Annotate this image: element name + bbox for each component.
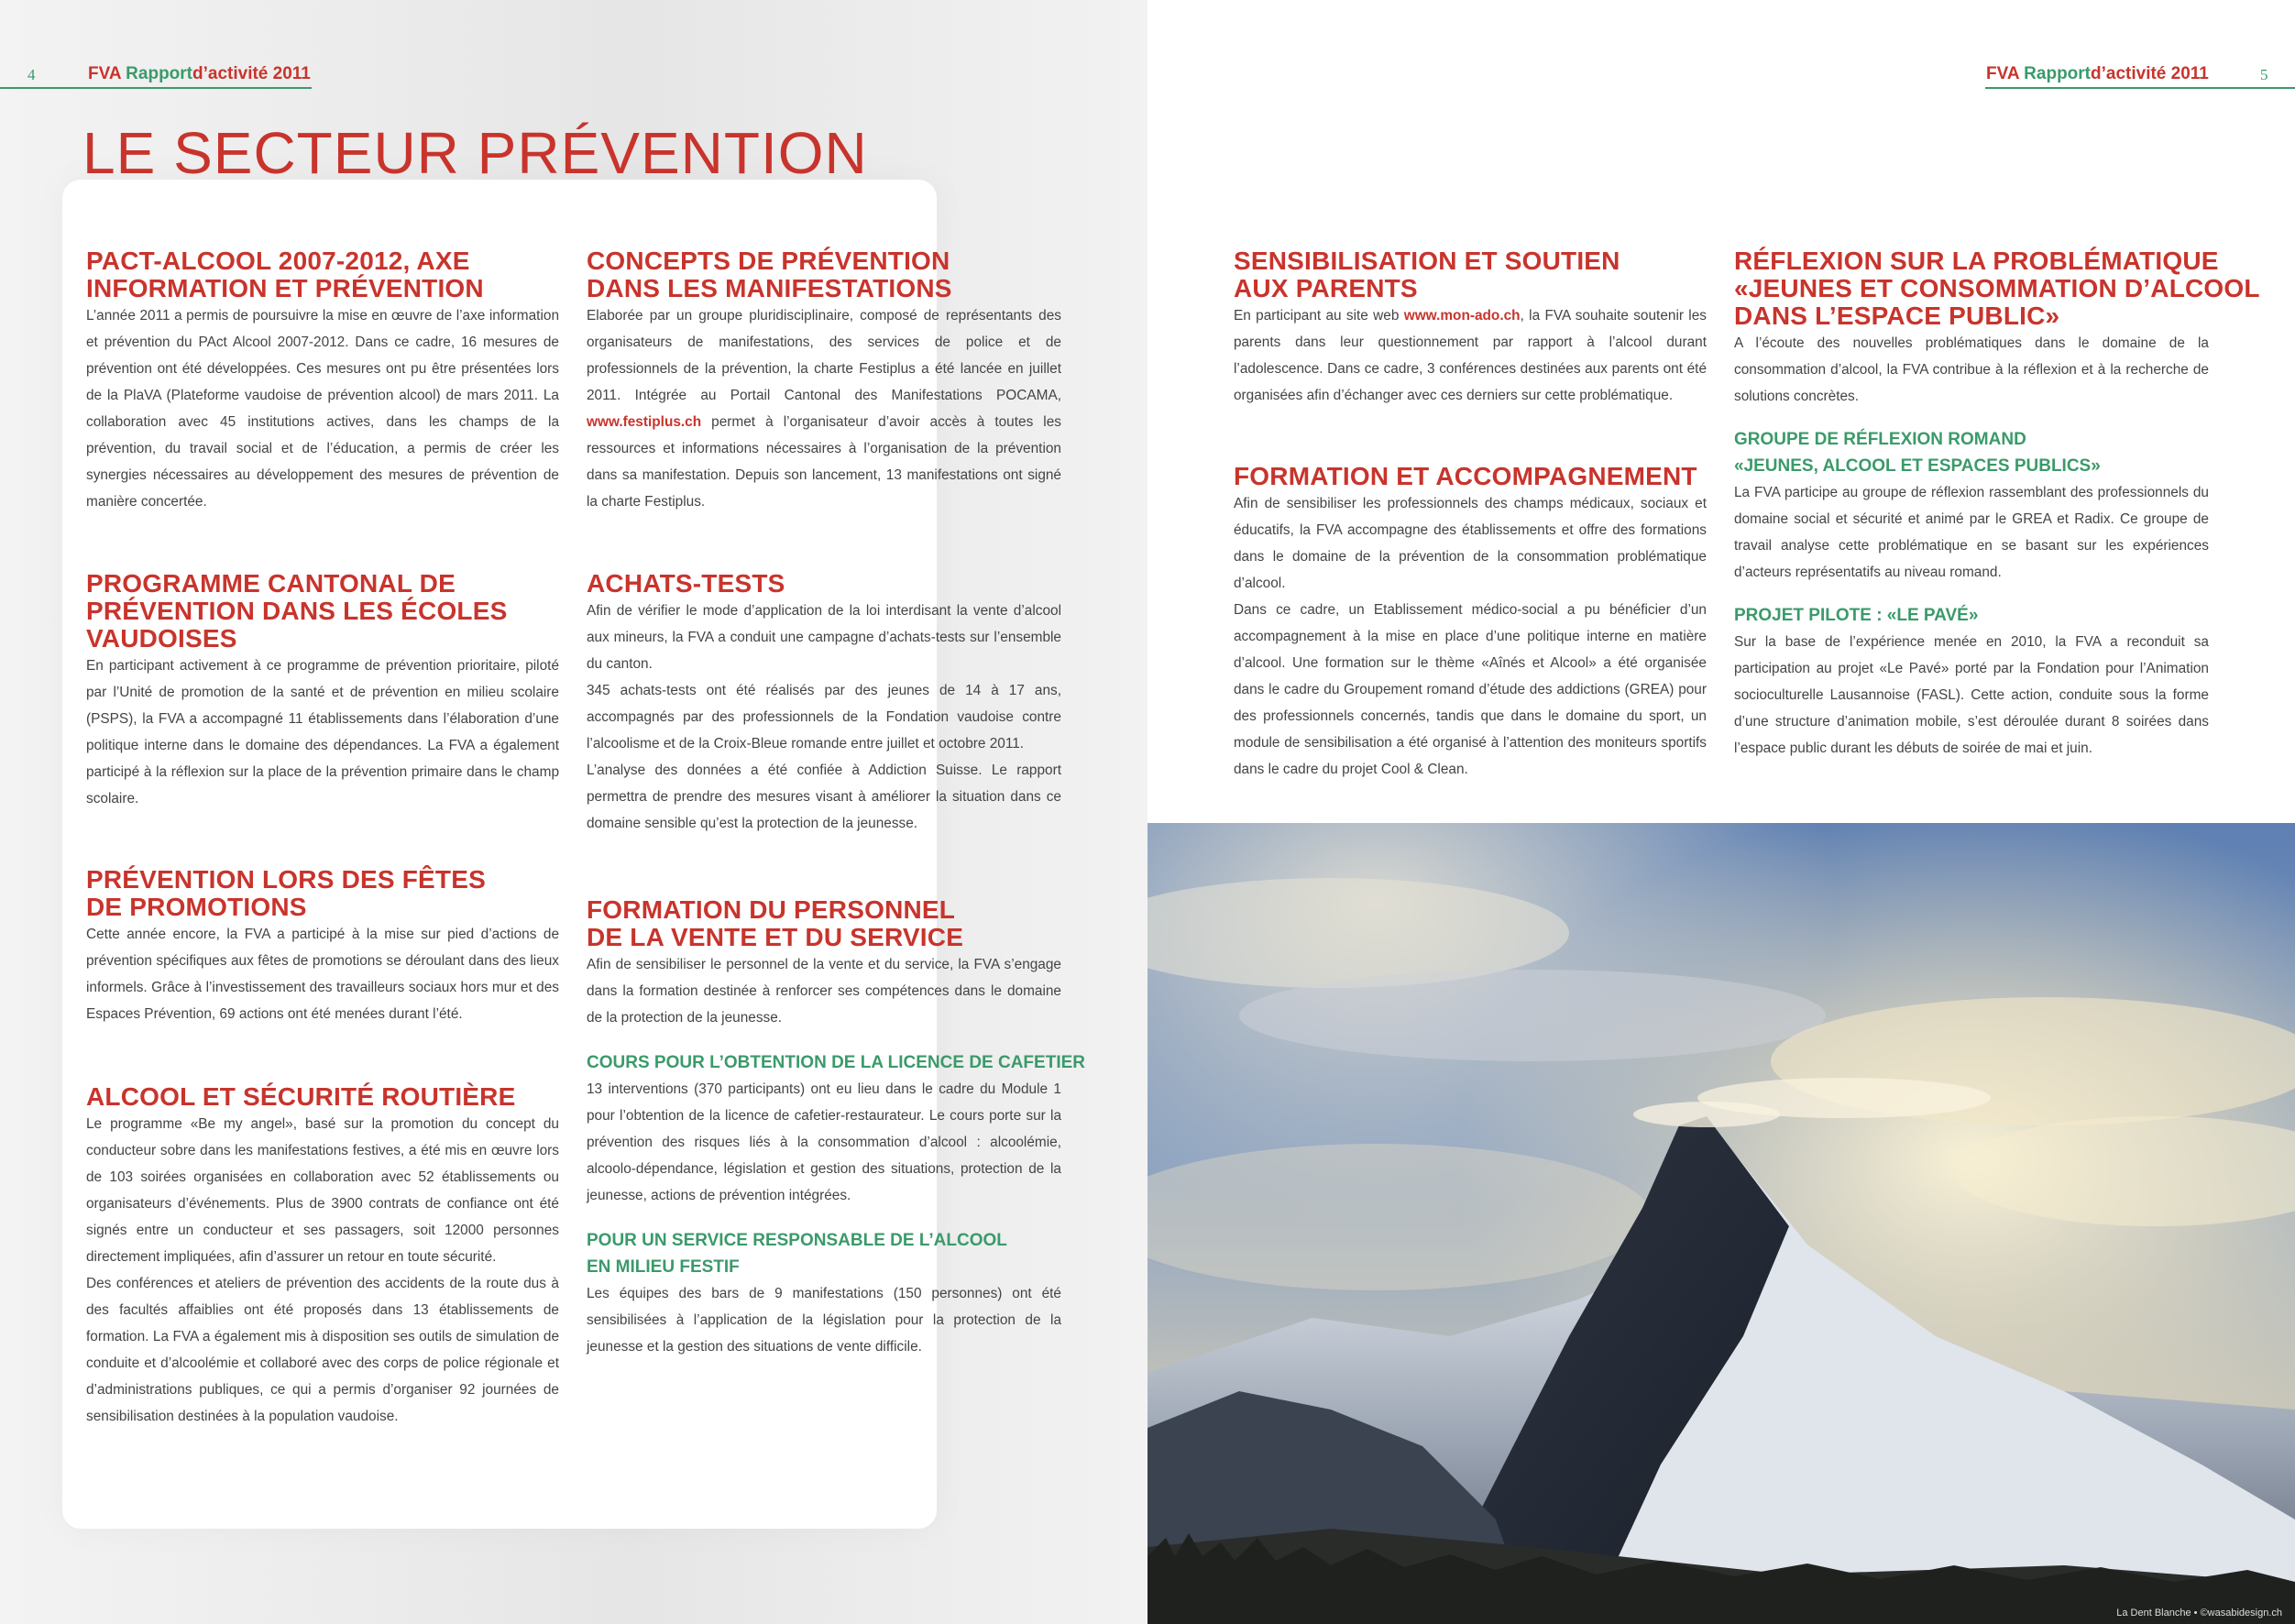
page-number: 4 (27, 66, 36, 83)
section-title: PACT-ALCOOL 2007-2012, AXE INFORMATION ET PRÉVENTION (86, 247, 484, 302)
section-body: L’analyse des données a été confiée à Addiction Suisse. Le rapport permettra de prendre des mesures visant à améliorer la situation dans ce domaine sensible qu’est la protection de la jeunesse. (587, 763, 1061, 831)
subsection-title: COURS POUR L’OBTENTION DE LA LICENCE DE CAFETIER (587, 1053, 1085, 1072)
section-body: 345 achats-tests ont été réalisés par des jeunes de 14 à 17 ans, accompagnés par des professionnels de la Fondation vaudoise contre l’alcoolisme et de la Croix-Bleue romande entre juillet et octobre 2011. (587, 683, 1061, 752)
section-formation-personnel (587, 895, 1085, 1360)
photo-credit: La Dent Blanche • ©wasabidesign.ch (2116, 1608, 2282, 1619)
header-activite: d’activité 2011 (2091, 64, 2209, 83)
header-rapport: Rapport (2024, 64, 2091, 83)
mountain-image (1148, 823, 2295, 1624)
subsection-title: POUR UN SERVICE RESPONSABLE DE L’ALCOOL EN MILIEU FESTIF (587, 1231, 1007, 1277)
section-body: Le programme «Be my angel», basé sur la promotion du concept du conducteur sobre dans les manifestations festives, a été mis en œuvre lors de 103 soirées organisées en collaboration avec 52 établissements ou organisateurs d’événements. Plus de 3900 contrats de confiance ont été signés entre un conducteur et ses passagers, soit 12000 personnes directement impliquées, afin d’assurer un retour en toute sécurité. (86, 1116, 559, 1265)
right-page (1148, 0, 2295, 1624)
festiplus-link[interactable]: www.festiplus.ch (587, 414, 702, 430)
page-number: 5 (2260, 66, 2268, 83)
header-rapport: Rapport (126, 64, 192, 83)
header-activite: d’activité 2011 (192, 64, 311, 83)
section-reflexion (1734, 247, 2260, 762)
section-securite-routiere (86, 1083, 559, 1430)
subsection-title: PROJET PILOTE : «LE PAVÉ» (1734, 606, 1979, 625)
section-body: Afin de sensibiliser le personnel de la vente et du service, la FVA s’engage dans la formation destinée à renforcer ses compétences dans le domaine de la protection de la jeunesse. (587, 957, 1061, 1026)
section-body: Afin de sensibiliser les professionnels des champs médicaux, sociaux et éducatifs, la FVA accompagne des établissements et offre des formations dans le domaine de la prévention de la consommation problématique d’alcool. (1234, 496, 1707, 591)
running-header (1986, 64, 2209, 84)
section-body: Dans ce cadre, un Etablissement médico-social a pu bénéficier d’un accompagnement à la mise en place d’une politique interne en matière d’alcool. Une formation sur le thème «Aînés et Alcool» a été organisée dans le cadre du Groupement romand d’étude des addictions (GREA) pour des professionnels concernés, tandis que dans le domaine du sport, un module de sensibilisation a été organisé à l’attention des moniteurs sportifs dans le cadre du projet Cool & Clean. (1234, 602, 1707, 777)
section-title: PRÉVENTION LORS DES FÊTES DE PROMOTIONS (86, 865, 486, 921)
section-pact-alcool (86, 247, 559, 515)
section-formation-accompagnement (1234, 463, 1707, 783)
section-body: En participant activement à ce programme de prévention prioritaire, piloté par l’Unité de promotion de la santé et de prévention en milieu scolaire (PSPS), la FVA a accompagné 11 établissements dans l’élaboration d’une politique interne dans le domaine des dépendances. La FVA a également participé à la réflexion sur la place de la prévention primaire dans le champ scolaire. (86, 658, 559, 807)
section-body: L’année 2011 a permis de poursuivre la mise en œuvre de l’axe information et prévention du PAct Alcool 2007-2012. Dans ce cadre, 16 mesures de prévention ont été développées. Ces mesures ont pu être présentées lors de la PlaVA (Plateforme vaudoise de prévention alcool) de mars 2011. La collaboration avec 45 institutions actives, dans les champs de la prévention, du travail social et de l’éducation, a permis de créer les synergies nécessaires au développement des mesures de prévention de manière concertée. (86, 308, 559, 510)
section-body: Des conférences et ateliers de prévention des accidents de la route dus à des facultés affaiblies ont été proposés dans 13 établissements de formation. La FVA a également mis à disposition ses outils de simulation de conduite et d’alcoolémie et collaboré avec des corps de police régionale et d’administrations publiques, ce qui a permis d’organiser 92 journées de sensibilisation destinées à la population vaudoise. (86, 1276, 559, 1424)
subsection-body: Sur la base de l’expérience menée en 2010, la FVA a reconduit sa participation au projet «Le Pavé» porté par la Fondation pour l’Animation socioculturelle Lausannoise (FASL). Cette action, conduite sous la forme d’une structure d’animation mobile, s’est déroulée durant 8 soirées dans l’espace public durant les débuts de soirée de mai et juin. (1734, 634, 2209, 756)
running-header (88, 64, 311, 84)
section-achats-tests (587, 570, 1061, 837)
page-title: LE SECTEUR PRÉVENTION (82, 120, 868, 186)
header-fva: FVA (88, 64, 121, 83)
section-programme-cantonal (86, 570, 559, 812)
section-body: A l’écoute des nouvelles problématiques dans le domaine de la consommation d’alcool, la FVA contribue à la réflexion et à la recherche de solutions concrètes. (1734, 335, 2209, 404)
subsection-body: La FVA participe au groupe de réflexion rassemblant des professionnels du domaine social et sécurité et animé par le GREA et Radix. Ce groupe de travail analyse cette problématique en se basant sur les expériences d’acteurs représentatifs au niveau romand. (1734, 485, 2209, 580)
section-parents (1234, 247, 1707, 409)
section-title: ACHATS-TESTS (587, 569, 785, 598)
header-rule (1985, 87, 2295, 89)
mountain-photo (1148, 823, 2295, 1624)
section-title: CONCEPTS DE PRÉVENTION DANS LES MANIFESTATIONS (587, 247, 952, 302)
subsection-title: GROUPE DE RÉFLEXION ROMAND «JEUNES, ALCOOL ET ESPACES PUBLICS» (1734, 430, 2101, 476)
section-fetes-promotions (86, 866, 559, 1027)
section-title: FORMATION DU PERSONNEL DE LA VENTE ET DU SERVICE (587, 895, 964, 951)
section-title: ALCOOL ET SÉCURITÉ ROUTIÈRE (86, 1082, 516, 1111)
mon-ado-link[interactable]: www.mon-ado.ch (1403, 308, 1521, 324)
section-body: Elaborée par un groupe pluridisciplinaire, composé de représentants des organisateurs de manifestations, des services de police et de professionnels de la prévention, la charte Festiplus a été lancée en juillet 2011. Intégrée au Portail Cantonal des Manifestations POCAMA, www.festiplus.ch permet à l’organisateur d’avoir accès à toutes les ressources et informations nécessaires à l’organisation de la prévention dans sa manifestation. Depuis son lancement, 13 manifestations ont signé la charte Festiplus. (587, 308, 1061, 510)
section-body: Afin de vérifier le mode d’application de la loi interdisant la vente d’alcool aux mineurs, la FVA a conduit une campagne d’achats-tests sur l’ensemble du canton. (587, 603, 1061, 672)
section-title: SENSIBILISATION ET SOUTIEN AUX PARENTS (1234, 247, 1620, 302)
subsection-body: Les équipes des bars de 9 manifestations (150 personnes) ont été sensibilisées à l’application de la législation pour la protection de la jeunesse et la gestion des situations de vente difficile. (587, 1286, 1061, 1355)
header-fva: FVA (1986, 64, 2019, 83)
section-body: Cette année encore, la FVA a participé à la mise sur pied d’actions de prévention spécifiques aux fêtes de promotions se déroulant dans des lieux informels. Grâce à l’investissement des travailleurs sociaux hors mur et des Espaces Prévention, 69 actions ont été menées durant l’été. (86, 927, 559, 1022)
header-rule (0, 87, 312, 89)
section-body: En participant au site web www.mon-ado.ch, la FVA souhaite soutenir les parents dans leur questionnement par rapport à l’alcool durant l’adolescence. Dans ce cadre, 3 conférences destinées aux parents ont été organisées afin d’échanger avec ces derniers sur cette problématique. (1234, 308, 1707, 403)
section-title: RÉFLEXION SUR LA PROBLÉMATIQUE «JEUNES ET CONSOMMATION D’ALCOOL DANS L’ESPACE PUBLIC» (1734, 247, 2260, 330)
subsection-body: 13 interventions (370 participants) ont eu lieu dans le cadre du Module 1 pour l’obtention de la licence de cafetier-restaurateur. Le cours porte sur la prévention des risques liés à la consommation d’alcool : alcoolémie, alcoolo-dépendance, législation et gestion des situations, protection de la jeunesse, actions de prévention intégrées. (587, 1081, 1061, 1203)
section-concepts-prevention (587, 247, 1061, 515)
section-title: PROGRAMME CANTONAL DE PRÉVENTION DANS LES ÉCOLES VAUDOISES (86, 569, 508, 653)
section-title: FORMATION ET ACCOMPAGNEMENT (1234, 462, 1697, 490)
